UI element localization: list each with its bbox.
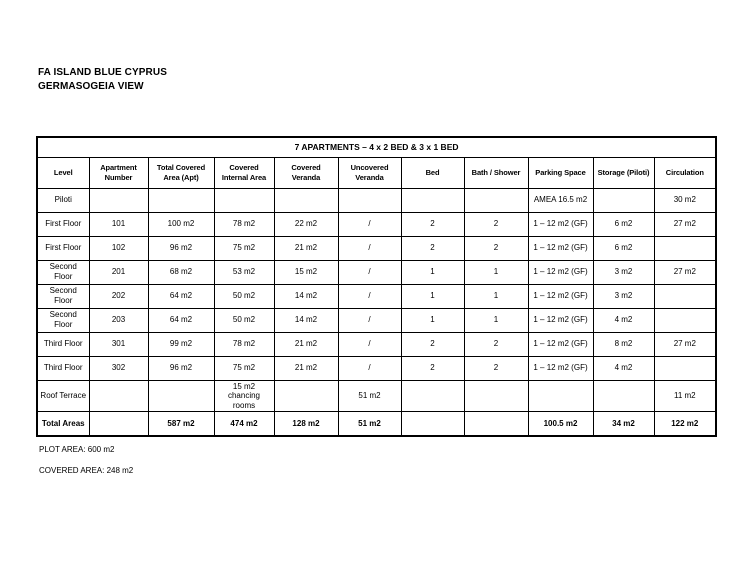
table-cell [401,412,464,436]
table-row [37,260,716,284]
table-cell: Roof Terrace [37,380,89,412]
table-cell: 2 [464,356,528,380]
table-cell: 27 m2 [654,212,716,236]
table-cell [593,188,654,212]
table-cell: 203 [89,308,148,332]
table-cell: 1 – 12 m2 (GF) [528,236,593,260]
table-cell: / [338,332,401,356]
table-cell: 21 m2 [274,356,338,380]
table-cell: 1 – 12 m2 (GF) [528,308,593,332]
table-cell [214,188,274,212]
table-cell: 21 m2 [274,236,338,260]
table-cell: 15 m2 [274,260,338,284]
column-header-level: Level [37,157,89,188]
table-cell: 302 [89,356,148,380]
table-cell: 75 m2 [214,236,274,260]
table-cell: 8 m2 [593,332,654,356]
table-cell: Third Floor [37,356,89,380]
table-cell [89,188,148,212]
table-cell: 202 [89,284,148,308]
table-cell: 14 m2 [274,284,338,308]
table-cell [654,236,716,260]
table-cell [274,380,338,412]
table-cell: 68 m2 [148,260,214,284]
table-cell: 1 [401,284,464,308]
plot-area-note: PLOT AREA: 600 m2 [39,445,115,454]
document-title [38,66,167,94]
table-cell [401,380,464,412]
table-cell: First Floor [37,236,89,260]
table-cell: 1 – 12 m2 (GF) [528,356,593,380]
table-cell [464,380,528,412]
table-cell: 34 m2 [593,412,654,436]
table-row [37,212,716,236]
table-cell: 15 m2 chancing rooms [214,380,274,412]
table-caption: 7 APARTMENTS – 4 x 2 BED & 3 x 1 BED [37,137,716,157]
table-cell: / [338,308,401,332]
table-cell: 1 – 12 m2 (GF) [528,284,593,308]
table-cell: 6 m2 [593,212,654,236]
table-cell: 96 m2 [148,236,214,260]
table-cell: 1 – 12 m2 (GF) [528,212,593,236]
table-cell: Total Areas [37,412,89,436]
table-cell: Third Floor [37,332,89,356]
table-cell [464,412,528,436]
table-cell: / [338,284,401,308]
table-cell [148,188,214,212]
column-header-bath-shower: Bath / Shower [464,157,528,188]
table-cell: Second Floor [37,260,89,284]
table-cell: 99 m2 [148,332,214,356]
table-cell: 100 m2 [148,212,214,236]
table-cell [593,380,654,412]
table-cell: 3 m2 [593,260,654,284]
table-cell: / [338,236,401,260]
table-row [37,308,716,332]
table-cell: / [338,212,401,236]
table-cell: 53 m2 [214,260,274,284]
table-cell: 50 m2 [214,308,274,332]
table-cell: AMEA 16.5 m2 [528,188,593,212]
footer-notes [39,445,133,487]
table-cell [464,188,528,212]
table-cell: 64 m2 [148,284,214,308]
table-cell: 1 [401,260,464,284]
table-cell: Piloti [37,188,89,212]
table-cell: 27 m2 [654,332,716,356]
table-cell: 22 m2 [274,212,338,236]
table-cell: 1 [464,284,528,308]
table-cell: 2 [464,212,528,236]
table-cell: 128 m2 [274,412,338,436]
table-cell: 2 [401,356,464,380]
table-cell: 1 – 12 m2 (GF) [528,260,593,284]
table-row [37,188,716,212]
table-cell [89,380,148,412]
table-header-row [37,157,716,188]
table-cell: 1 [401,308,464,332]
document-title-line2: GERMASOGEIA VIEW [38,81,144,92]
table-cell [654,284,716,308]
table-cell: 4 m2 [593,308,654,332]
table-cell: 2 [464,332,528,356]
table-cell: 4 m2 [593,356,654,380]
column-header-covered-internal-area: Covered Internal Area [214,157,274,188]
column-header-bed: Bed [401,157,464,188]
table-cell: 51 m2 [338,380,401,412]
table-cell: / [338,260,401,284]
table-cell [274,188,338,212]
table-cell: 122 m2 [654,412,716,436]
table-cell: / [338,356,401,380]
table-cell: 102 [89,236,148,260]
table-cell: 75 m2 [214,356,274,380]
column-header-parking-space: Parking Space [528,157,593,188]
table-cell: 1 [464,308,528,332]
table-cell [148,380,214,412]
table-body [37,188,716,436]
table-cell: 2 [401,212,464,236]
table-cell: 96 m2 [148,356,214,380]
table-cell: 30 m2 [654,188,716,212]
table-cell [528,380,593,412]
table-cell: 474 m2 [214,412,274,436]
table-row [37,284,716,308]
column-header-apartment-number: Apartment Number [89,157,148,188]
table-cell: 21 m2 [274,332,338,356]
table-row [37,412,716,436]
table-row [37,356,716,380]
table-cell: 2 [464,236,528,260]
table-row [37,236,716,260]
table-cell: 27 m2 [654,260,716,284]
table-cell: 1 [464,260,528,284]
table-cell: Second Floor [37,308,89,332]
table-cell: 2 [401,332,464,356]
table-cell: 201 [89,260,148,284]
column-header-uncovered-veranda: Uncovered Veranda [338,157,401,188]
table-cell: 14 m2 [274,308,338,332]
table-cell: 78 m2 [214,212,274,236]
table-cell: 11 m2 [654,380,716,412]
column-header-storage-piloti: Storage (Piloti) [593,157,654,188]
table-cell [654,308,716,332]
table-caption-row [37,137,716,157]
apartments-table [36,136,717,437]
table-cell: 78 m2 [214,332,274,356]
table-cell: 2 [401,236,464,260]
column-header-covered-veranda: Covered Veranda [274,157,338,188]
table-cell [338,188,401,212]
table-cell: 587 m2 [148,412,214,436]
table-cell: 1 – 12 m2 (GF) [528,332,593,356]
table-cell: 50 m2 [214,284,274,308]
table-cell: 6 m2 [593,236,654,260]
table-cell: 51 m2 [338,412,401,436]
table-cell: 3 m2 [593,284,654,308]
table-cell [89,412,148,436]
table-cell: 301 [89,332,148,356]
table-cell [401,188,464,212]
table-cell: First Floor [37,212,89,236]
document-title-line1: FA ISLAND BLUE CYPRUS [38,67,167,78]
table-cell: 100.5 m2 [528,412,593,436]
covered-area-note: COVERED AREA: 248 m2 [39,466,134,475]
table-cell: 101 [89,212,148,236]
column-header-circulation: Circulation [654,157,716,188]
column-header-total-covered-area: Total Covered Area (Apt) [148,157,214,188]
table-row [37,332,716,356]
table-cell [654,356,716,380]
table-row [37,380,716,412]
table-cell: Second Floor [37,284,89,308]
table-cell: 64 m2 [148,308,214,332]
